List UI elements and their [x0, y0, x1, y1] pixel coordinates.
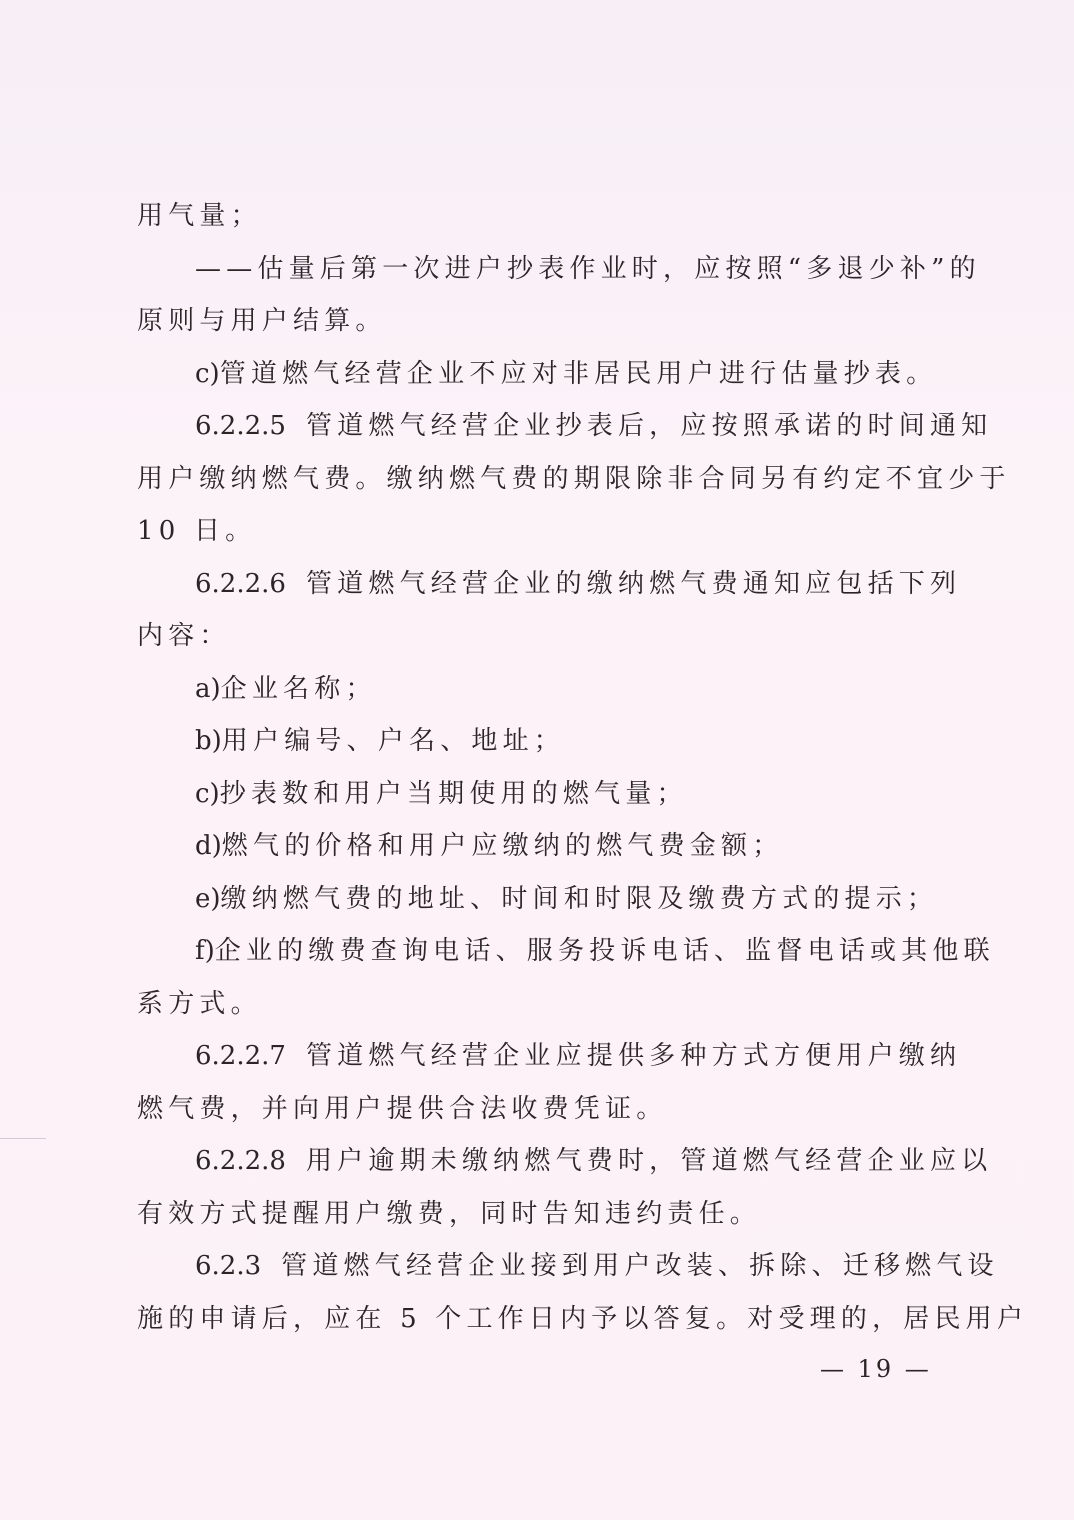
line-text: 有效方式提醒用户缴费，同时告知违约责任。 [137, 1198, 762, 1229]
item-label: f) [195, 936, 215, 966]
text-line [137, 348, 937, 401]
text-line [137, 400, 993, 453]
line-text: 抄表数和用户当期使用的燃气量； [219, 778, 688, 809]
line-text: 用户编号、户名、地址； [221, 726, 565, 756]
line-text: 内容： [137, 621, 231, 651]
text-line [137, 1030, 962, 1083]
line-text: 管道燃气经营企业接到用户改装、拆除、迁移燃气设 [281, 1251, 999, 1281]
line-text: 原则与用户结算。 [137, 306, 387, 336]
clause-number: 6.2.2.8 [195, 1146, 286, 1176]
text-line [137, 505, 937, 558]
text-line [137, 978, 937, 1031]
line-text: ——估量后第一次进户抄表作业时，应按照“多退少补”的 [195, 253, 981, 284]
text-line [137, 925, 995, 978]
text-line [137, 663, 937, 716]
margin-rule [0, 1138, 46, 1139]
clause-number: 6.2.2.7 [195, 1041, 286, 1071]
item-label: b) [195, 726, 222, 756]
line-text: 管道燃气经营企业应提供多种方式方便用户缴纳 [305, 1041, 962, 1071]
text-line [137, 1240, 999, 1293]
line-text: 系方式。 [137, 988, 262, 1019]
text-line [137, 243, 981, 296]
line-text: 燃气的价格和用户应缴纳的燃气费金额； [221, 831, 784, 861]
text-line [137, 715, 937, 768]
line-text: 燃气费，并向用户提供合法收费凭证。 [137, 1093, 668, 1124]
line-text: 用气量； [137, 201, 262, 231]
line-text: 管道燃气经营企业不应对非居民用户进行估量抄表。 [219, 358, 938, 389]
document-body [137, 190, 1029, 1345]
text-line [137, 1083, 937, 1136]
line-text: 企业的缴费查询电话、服务投诉电话、监督电话或其他联 [214, 936, 995, 966]
line-text: 缴纳燃气费的地址、时间和时限及缴费方式的提示； [220, 883, 939, 914]
item-label: e) [195, 883, 221, 914]
text-line [137, 768, 937, 821]
text-line [137, 1293, 1029, 1346]
line-text: 施的申请后，应在 5 个工作日内予以答复。对受理的，居民用户 [137, 1303, 1029, 1334]
line-text: 用户缴纳燃气费。缴纳燃气费的期限除非合同另有约定不宜少于 [137, 463, 1011, 494]
clause-number: 6.2.2.6 [195, 568, 286, 599]
clause-number: 6.2.3 [195, 1251, 262, 1281]
text-line [137, 1188, 937, 1241]
text-line [137, 453, 1011, 506]
item-label: c) [195, 778, 220, 809]
line-text: 10 日。 [137, 516, 257, 546]
text-line [137, 873, 937, 926]
text-line [137, 1135, 993, 1188]
clause-number: 6.2.2.5 [195, 411, 286, 441]
text-line [137, 190, 937, 243]
text-line [137, 610, 937, 663]
line-text: 用户逾期未缴纳燃气费时，管道燃气经营企业应以 [305, 1146, 993, 1176]
item-label: d) [195, 831, 222, 861]
line-text: 管道燃气经营企业的缴纳燃气费通知应包括下列 [305, 568, 962, 599]
text-line [137, 820, 937, 873]
line-text: 企业名称； [220, 673, 377, 704]
text-line [137, 558, 962, 611]
item-label: c) [195, 358, 220, 389]
text-line [137, 295, 937, 348]
item-label: a) [195, 673, 221, 704]
page-number: — 19 — [820, 1355, 932, 1383]
line-text: 管道燃气经营企业抄表后，应按照承诺的时间通知 [305, 411, 993, 441]
